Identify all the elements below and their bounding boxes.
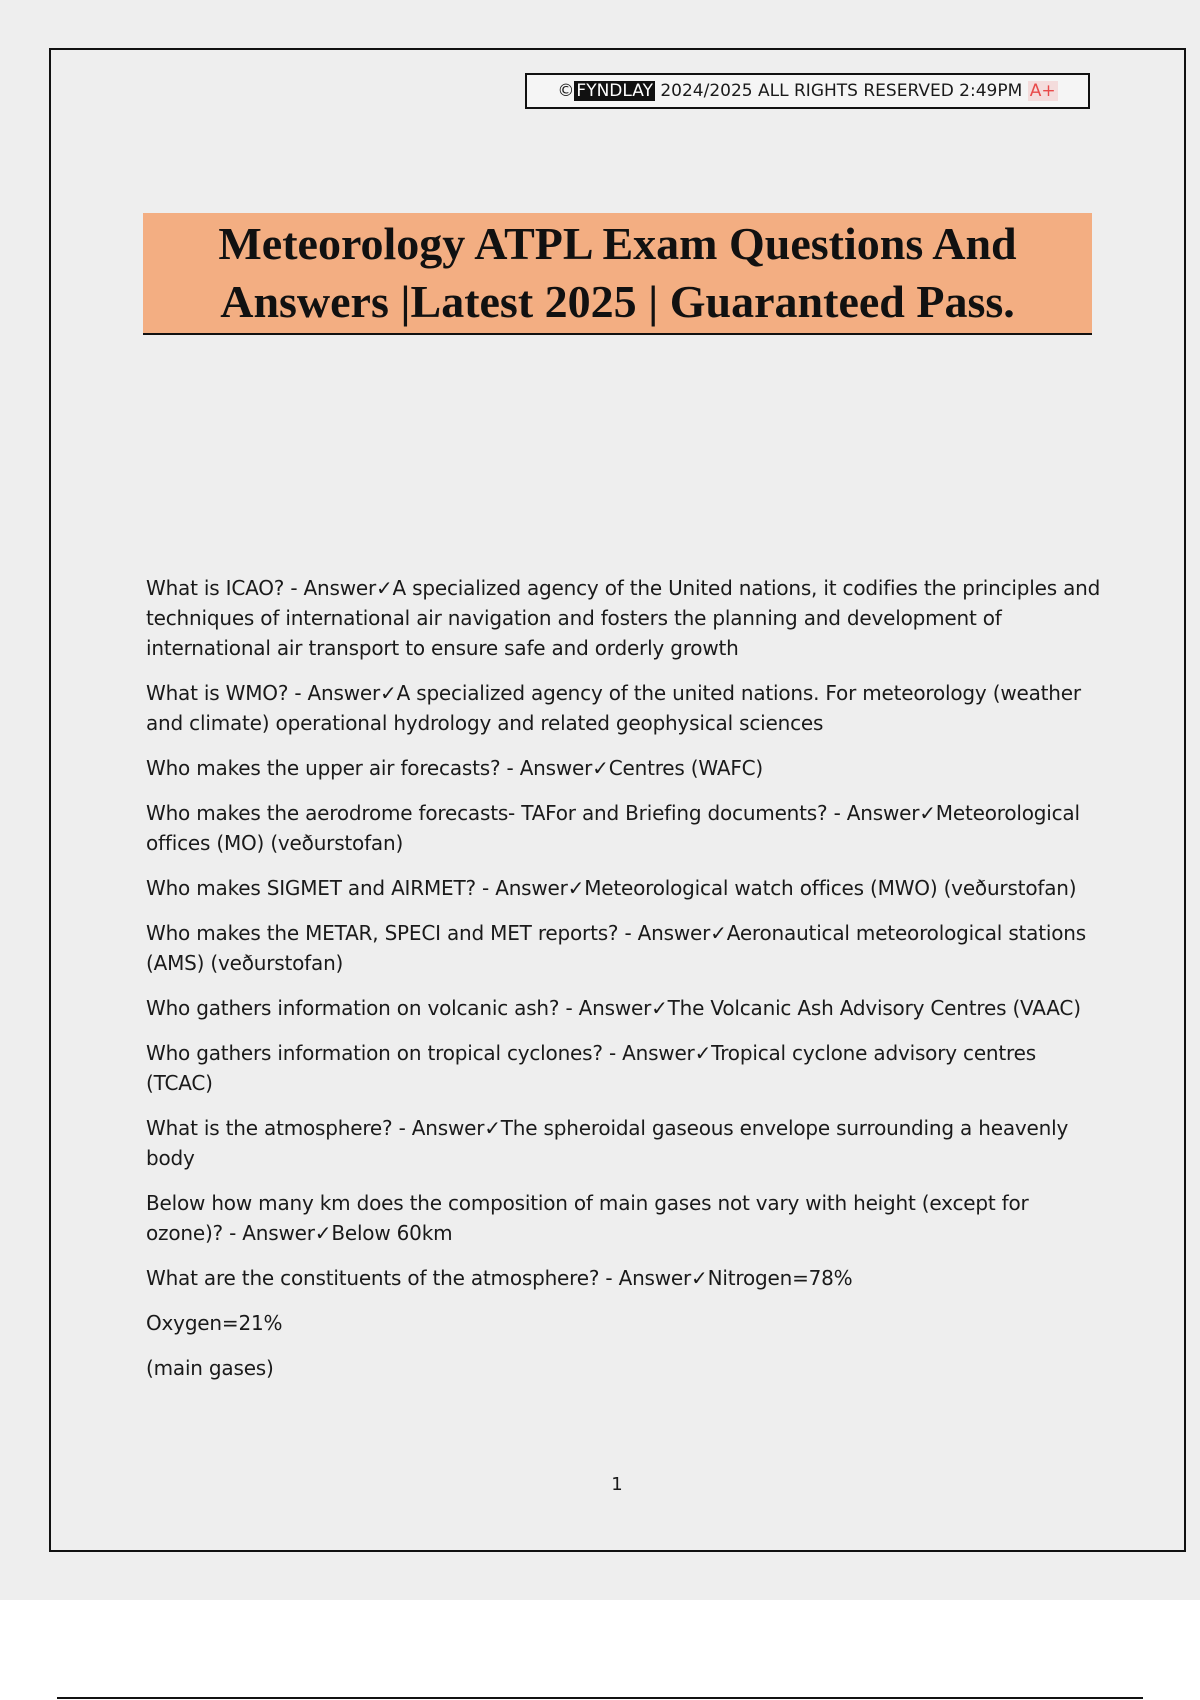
qa-item: Who makes the upper air forecasts? - Answer✓Centres (WAFC) bbox=[146, 756, 764, 780]
copyright-text: 2024/2025 ALL RIGHTS RESERVED 2:49PM bbox=[654, 81, 1028, 101]
footer-divider bbox=[57, 1697, 1143, 1699]
qa-item: What is WMO? - Answer✓A specialized agency of the united nations. For meteorology (weather and climate) operational hydrology and related geophysical sciences bbox=[146, 681, 1081, 735]
grade-badge: A+ bbox=[1029, 81, 1056, 101]
qa-list bbox=[146, 573, 1106, 1398]
copyright-symbol: © bbox=[557, 81, 575, 101]
page-number: 1 bbox=[611, 1474, 623, 1495]
qa-item: Oxygen=21% bbox=[146, 1311, 283, 1335]
qa-item: What are the constituents of the atmosphere? - Answer✓Nitrogen=78% bbox=[146, 1266, 853, 1290]
title-line-2: Answers |Latest 2025 | Guaranteed Pass. bbox=[220, 276, 1015, 327]
qa-item: Who makes SIGMET and AIRMET? - Answer✓Meteorological watch offices (MWO) (veðurstofan) bbox=[146, 876, 1077, 900]
copyright-owner: FYNDLAY bbox=[576, 81, 653, 101]
copyright-header bbox=[525, 73, 1090, 109]
qa-item: (main gases) bbox=[146, 1356, 274, 1380]
qa-item: Below how many km does the composition of main gases not vary with height (except for ozone)? - Answer✓Below 60km bbox=[146, 1191, 1029, 1245]
qa-item: Who makes the METAR, SPECI and MET reports? - Answer✓Aeronautical meteorological stations (AMS) (veðurstofan) bbox=[146, 921, 1086, 975]
qa-item: What is ICAO? - Answer✓A specialized agency of the United nations, it codifies the principles and techniques of international air navigation and fosters the planning and development of international air transport to ensure safe and orderly growth bbox=[146, 576, 1101, 660]
title-banner bbox=[143, 213, 1092, 335]
document-title bbox=[218, 215, 1016, 331]
qa-item: Who makes the aerodrome forecasts- TAFor and Briefing documents? - Answer✓Meteorological offices (MO) (veðurstofan) bbox=[146, 801, 1080, 855]
qa-item: Who gathers information on tropical cyclones? - Answer✓Tropical cyclone advisory centres (TCAC) bbox=[146, 1041, 1036, 1095]
qa-item: Who gathers information on volcanic ash? - Answer✓The Volcanic Ash Advisory Centres (VAAC) bbox=[146, 996, 1081, 1020]
title-line-1: Meteorology ATPL Exam Questions And bbox=[218, 218, 1017, 269]
qa-item: What is the atmosphere? - Answer✓The spheroidal gaseous envelope surrounding a heavenly body bbox=[146, 1116, 1069, 1170]
